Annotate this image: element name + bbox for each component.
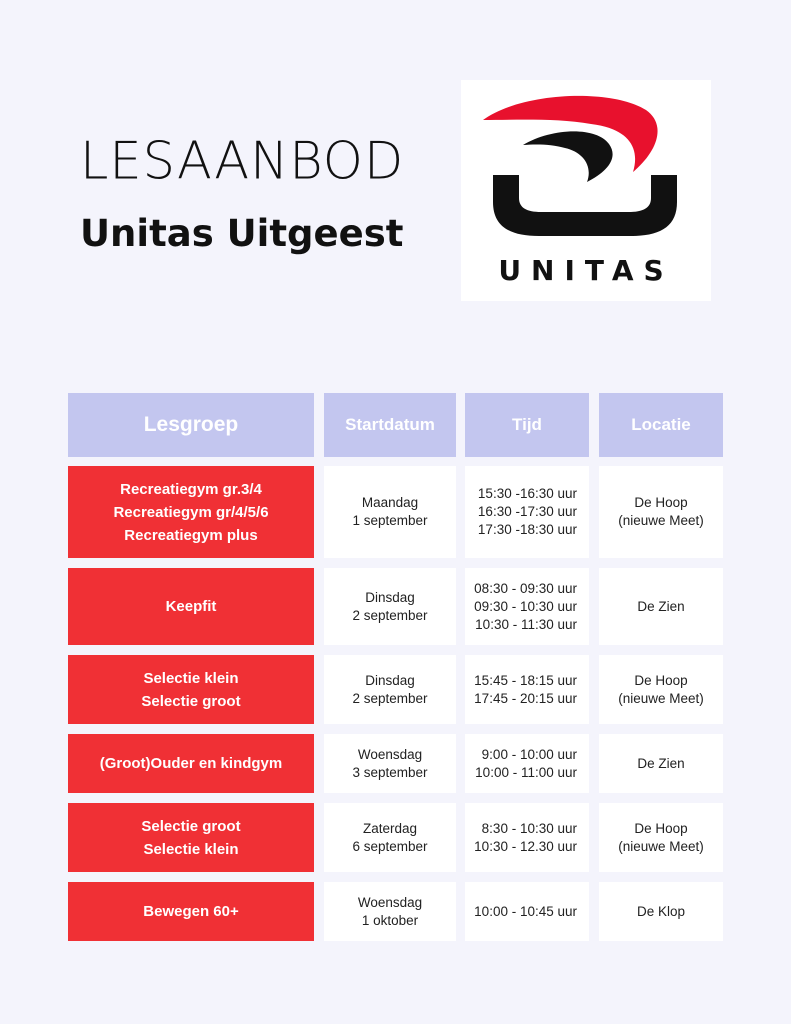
table-row-3-location: De Hoop (nieuwe Meet): [599, 655, 723, 724]
logo-u-shape: [493, 175, 677, 236]
table-row-2-location: De Zien: [599, 568, 723, 645]
table-row-5-start: Zaterdag 6 september: [324, 803, 456, 872]
table-row-2-start: Dinsdag 2 september: [324, 568, 456, 645]
table-row-3-start: Dinsdag 2 september: [324, 655, 456, 724]
table-row-6-start: Woensdag 1 oktober: [324, 882, 456, 941]
table-row-1-group: Recreatiegym gr.3/4 Recreatiegym gr/4/5/6 Recreatiegym plus: [68, 466, 314, 558]
table-row-1-time: 15:30 -16:30 uur 16:30 -17:30 uur 17:30 -18:30 uur: [465, 466, 589, 558]
column-header-tijd: Tijd: [465, 393, 589, 457]
table-row-1-location: De Hoop (nieuwe Meet): [599, 466, 723, 558]
table-row-4-group: (Groot)Ouder en kindgym: [68, 734, 314, 793]
logo-wordmark: UNITAS: [498, 254, 674, 287]
table-row-2-group: Keepfit: [68, 568, 314, 645]
table-row-4-time: 9:00 - 10:00 uur 10:00 - 11:00 uur: [465, 734, 589, 793]
page-subtitle: Unitas Uitgeest: [80, 212, 404, 255]
table-row-2-time: 08:30 - 09:30 uur 09:30 - 10:30 uur 10:30 - 11:30 uur: [465, 568, 589, 645]
column-header-lesgroep: Lesgroep: [68, 393, 314, 457]
table-row-5-time: 8:30 - 10:30 uur 10:30 - 12.30 uur: [465, 803, 589, 872]
unitas-logo: [461, 80, 711, 301]
table-row-4-start: Woensdag 3 september: [324, 734, 456, 793]
table-row-5-location: De Hoop (nieuwe Meet): [599, 803, 723, 872]
logo-black-arc: [523, 131, 613, 182]
page-title: LESAANBOD: [80, 131, 405, 192]
table-row-6-time: 10:00 - 10:45 uur: [465, 882, 589, 941]
table-row-6-group: Bewegen 60+: [68, 882, 314, 941]
table-row-5-group: Selectie groot Selectie klein: [68, 803, 314, 872]
column-header-startdatum: Startdatum: [324, 393, 456, 457]
table-row-3-time: 15:45 - 18:15 uur 17:45 - 20:15 uur: [465, 655, 589, 724]
table-row-6-location: De Klop: [599, 882, 723, 941]
table-row-3-group: Selectie klein Selectie groot: [68, 655, 314, 724]
table-row-4-location: De Zien: [599, 734, 723, 793]
unitas-logo-icon: [461, 80, 711, 301]
table-row-1-start: Maandag 1 september: [324, 466, 456, 558]
column-header-locatie: Locatie: [599, 393, 723, 457]
